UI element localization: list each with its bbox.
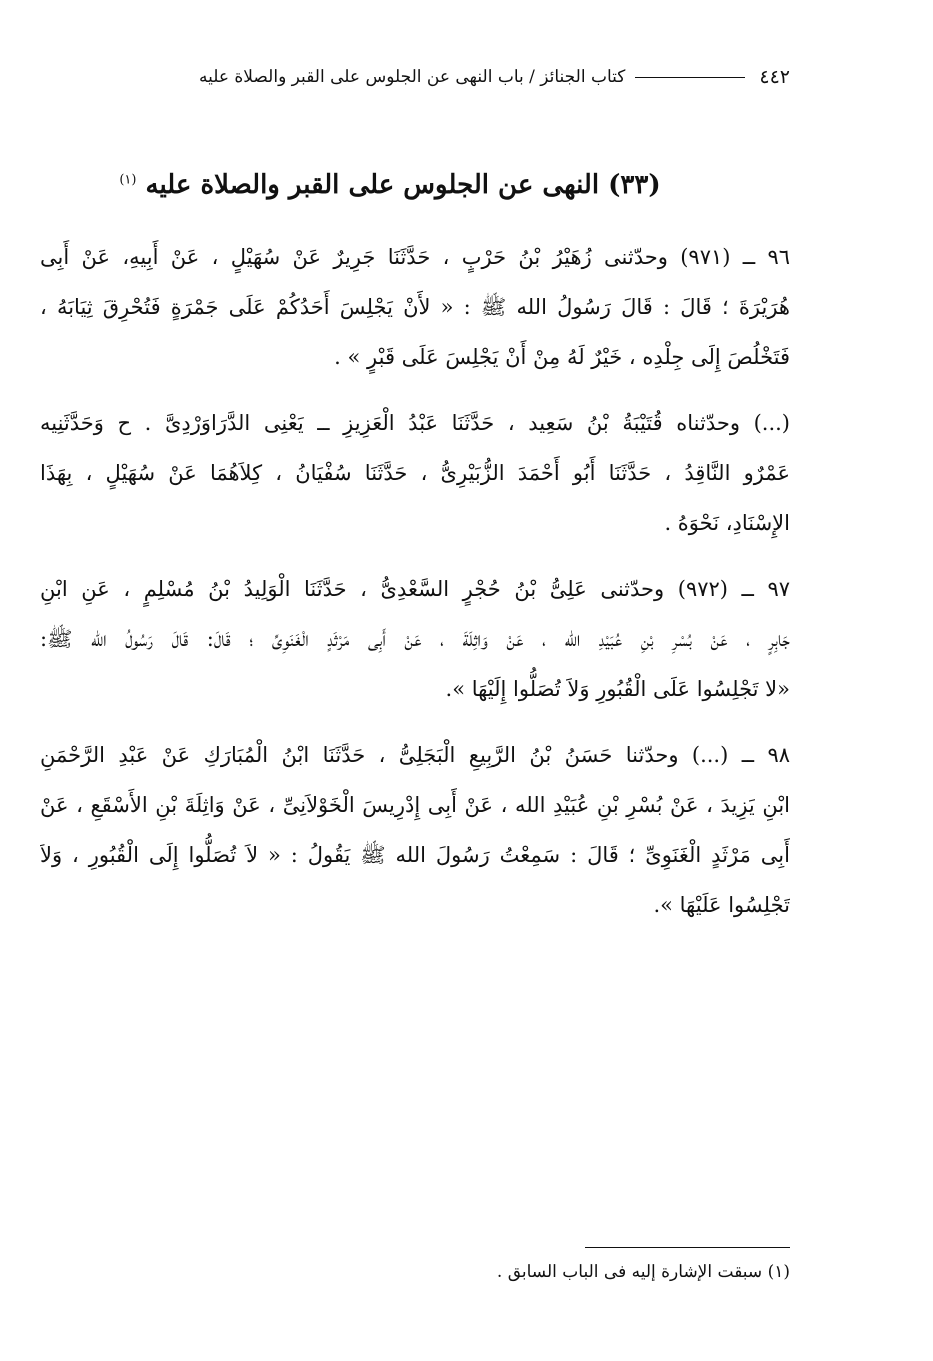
text-line: عَمْرٌو النَّاقِدُ ، حَدَّثَنَا أَبُو أَحْمَدَ الزُّبَيْرِىُّ ، حَدَّثَنَا سُفْيَانُ ، كِلاَهُمَا عَنْ سُهَيْلٍ ، بِهَذَا xyxy=(40,461,790,485)
hadith-98 xyxy=(40,730,790,930)
running-header-title: كتاب الجنائز / باب النهى عن الجلوس على القبر والصلاة عليه xyxy=(198,67,626,87)
footnote-reference: (١) xyxy=(119,172,137,188)
running-header xyxy=(38,62,790,92)
page-number: ٤٤٢ xyxy=(759,66,790,88)
chapter-title xyxy=(60,170,720,200)
text-line: أَبِى مَرْثَدٍ الْغَنَوِىِّ ؛ قَالَ : سَمِعْتُ رَسُولَ الله ﷺ يَقُولُ : « لاَ تُصَلُّوا إِلَى الْقُبُورِ ، وَلاَ xyxy=(40,843,790,867)
header-rule xyxy=(635,77,745,78)
text-line: «لا تَجْلِسُوا عَلَى الْقُبُورِ وَلاَ تُصَلُّوا إِلَيْهَا ». xyxy=(445,677,790,701)
chapter-title-text: (٣٣) النهى عن الجلوس على القبر والصلاة عليه xyxy=(145,170,661,200)
text-line: الإِسْنَادِ، نَحْوَهُ . xyxy=(664,511,790,535)
body-text xyxy=(40,232,790,946)
hadith-97 xyxy=(40,564,790,714)
text-line: ٩٦ ــ (٩٧١) وحدّثنى زُهَيْرُ بْنُ حَرْبٍ ، حَدَّثَنَا جَرِيرٌ عَنْ سُهَيْلٍ ، عَنْ أَبِيهِ، عَنْ أَبِى xyxy=(40,245,790,269)
text-line: تَجْلِسُوا عَلَيْهَا ». xyxy=(653,893,790,917)
footnote: (١) سبقت الإشارة إليه فى الباب السابق . xyxy=(496,1262,790,1282)
text-line: هُرَيْرَةَ ؛ قَالَ : قَالَ رَسُولُ الله ﷺ : « لأَنْ يَجْلِسَ أَحَدُكُمْ عَلَى جَمْرَةٍ فَتُحْرِقَ ثِيَابَهُ ، xyxy=(40,295,790,319)
hadith-96-variant xyxy=(40,398,790,548)
text-line: فَتَخْلُصَ إِلَى جِلْدِه ، خَيْرٌ لَهُ مِنْ أَنْ يَجْلِسَ عَلَى قَبْرٍ » . xyxy=(334,345,790,369)
text-line: ٩٨ ــ (...) وحدّثنا حَسَنُ بْنُ الرَّبِيعِ الْبَجَلِىُّ ، حَدَّثَنَا ابْنُ الْمُبَارَكِ عَنْ عَبْدِ الرَّحْمَنِ xyxy=(40,743,790,767)
hadith-96 xyxy=(40,232,790,382)
footnote-rule xyxy=(585,1247,790,1248)
text-line: (...) وحدّثناه قُتَيْبَةُ بْنُ سَعِيد ، حَدَّثَنَا عَبْدُ الْعَزِيزِ ــ يَعْنِى الدَّرَاوَرْدِىَّ . ح وَحَدَّثَنِيه xyxy=(40,411,790,435)
text-line: ابْنِ يَزِيدَ ، عَنْ بُسْرِ بْنِ عُبَيْدِ الله ، عَنْ أَبِى إِدْرِيسَ الْخَوْلاَنِىِّ ، عَنْ وَاثِلَةَ بْنِ الأَسْقَعِ ، عَنْ xyxy=(40,793,790,817)
text-line: ٩٧ ــ (٩٧٢) وحدّثنى عَلِىُّ بْنُ حُجْرٍ السَّعْدِىُّ ، حَدَّثَنَا الْوَلِيدُ بْنُ مُسْلِمٍ ، عَنِ ابْنِ xyxy=(40,577,790,601)
text-line: جَابِرٍ ، عَنْ بُسْرِ بْنِ عُبَيْدِ الله ، عَنْ وَاثِلَةَ ، عَنْ أَبِى مَرْثَدٍ الْغَنَوِىِّ ؛ قَالَ: قَالَ رَسُولُ الله ﷺ: xyxy=(40,627,790,651)
